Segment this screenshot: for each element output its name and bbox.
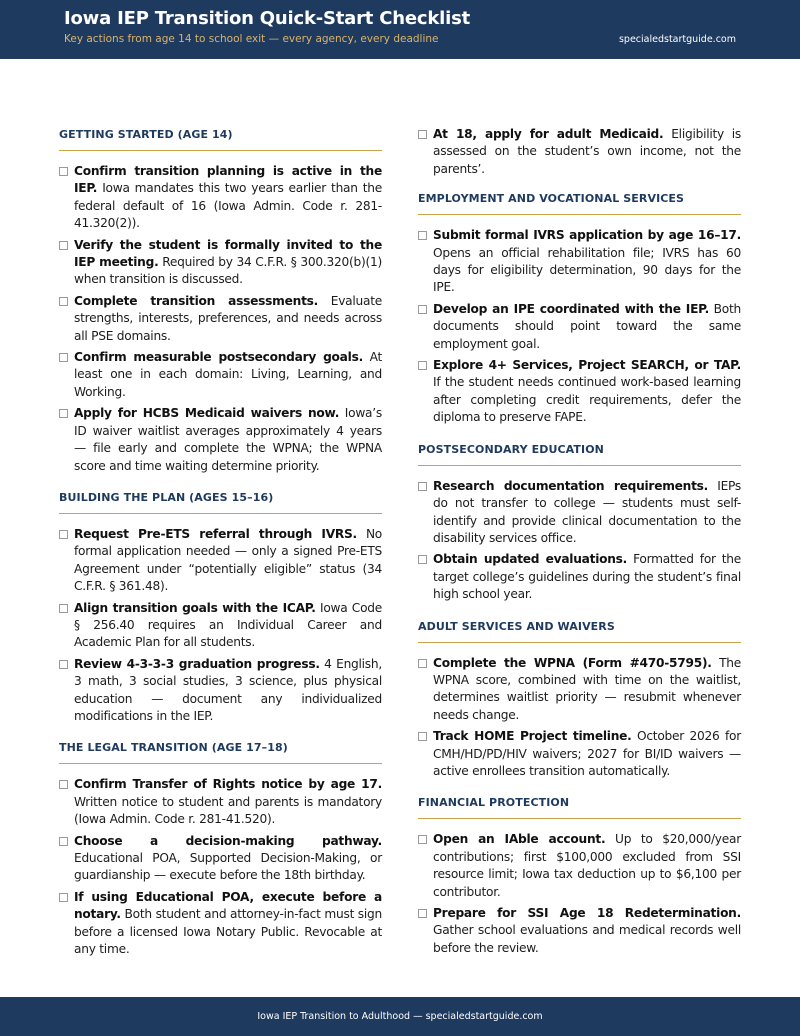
checklist-section-getting-started-age-14 (59, 126, 382, 475)
checklist-item-text (433, 551, 741, 603)
checkbox-icon[interactable] (418, 305, 427, 314)
checkbox-icon[interactable] (59, 780, 68, 789)
checklist-item-detail: Evaluate strengths, interests, preferences, and needs across all PSE domains. (74, 293, 382, 343)
checklist-item-text (433, 655, 741, 725)
document-title: Iowa IEP Transition Quick-Start Checklist (64, 8, 470, 29)
checklist-item-action: Choose a decision-making pathway. (74, 833, 382, 848)
checkbox-icon[interactable] (418, 482, 427, 491)
checkbox-icon[interactable] (418, 732, 427, 741)
checklist-item-action: Apply for HCBS Medicaid waivers now. (74, 406, 340, 421)
footer-text: Iowa IEP Transition to Adulthood — specialedstartguide.com (257, 1011, 543, 1022)
checklist-item (59, 349, 382, 401)
checklist-item-detail: At least one in each domain: Living, Learning, and Working. (74, 350, 382, 399)
section-heading: EMPLOYMENT AND VOCATIONAL SERVICES (418, 190, 741, 215)
checklist-item (418, 655, 741, 725)
checklist-item-action: Request Pre-ETS referral through IVRS. (74, 526, 357, 541)
checkbox-icon[interactable] (59, 353, 68, 362)
checklist-item (418, 357, 741, 427)
checklist-item-action: Review 4-3-3-3 graduation progress. (74, 656, 320, 671)
checklist-item-action: If using Educational POA, execute before a notary. (74, 889, 382, 922)
checklist-item (418, 126, 741, 178)
checklist-item-action: At 18, apply for adult Medicaid. (433, 127, 664, 141)
checklist-item-detail: Iowa’s ID waiver waitlist averages approximately 4 years — file early and complete the WPNA; the WPNA score and time waiting determine priority. (74, 406, 382, 473)
checklist-item-detail: Opens an official rehabilitation file; IVRS has 60 days for eligibility determination, 90 days for the IPE. (433, 245, 741, 295)
checklist-item-action: Open an IAble account. (433, 832, 606, 847)
checklist-item (418, 551, 741, 603)
checkbox-icon[interactable] (418, 130, 427, 139)
section-heading: GETTING STARTED (AGE 14) (59, 126, 382, 151)
checkbox-icon[interactable] (59, 241, 68, 250)
checkbox-icon[interactable] (59, 167, 68, 176)
checkbox-icon[interactable] (418, 659, 427, 668)
checkbox-icon[interactable] (59, 837, 68, 846)
checklist-item-text (74, 293, 382, 345)
checkbox-icon[interactable] (59, 604, 68, 613)
header-site-link[interactable]: specialedstartguide.com (618, 34, 736, 45)
section-heading: THE LEGAL TRANSITION (AGE 17–18) (59, 739, 382, 764)
checkbox-icon[interactable] (418, 361, 427, 370)
checkbox-icon[interactable] (418, 231, 427, 240)
checklist-item-text (433, 728, 741, 780)
document-subtitle: Key actions from age 14 to school exit — every agency, every deadline (64, 33, 439, 45)
checklist-item-detail: Gather school evaluations and medical records well before the review. (433, 923, 741, 955)
checkbox-icon[interactable] (59, 409, 68, 418)
checklist-item (418, 905, 741, 957)
checklist-item-text (433, 831, 741, 901)
checklist-item-text (74, 656, 382, 726)
checklist-item-detail: No formal application needed — only a signed Pre-ETS Agreement under “potentially eligible” status (34 C.F.R. § 361.48). (74, 526, 383, 594)
checklist-item (59, 163, 382, 233)
checklist-item (59, 293, 382, 345)
checklist-item-action: Complete the WPNA (Form #470-5795). (433, 655, 712, 670)
checkbox-icon[interactable] (59, 893, 68, 902)
checklist-item-action: Verify the student is formally invited to the IEP meeting. (74, 237, 382, 270)
checklist-section-the-legal-transition-age-17-18 (59, 739, 382, 958)
checklist-item-text (433, 126, 741, 178)
checklist-section-building-the-plan-ages-15-16 (59, 489, 382, 725)
checkbox-icon[interactable] (59, 297, 68, 306)
checklist-item (59, 656, 382, 726)
checklist-item (59, 600, 382, 652)
checklist-item-text (74, 237, 382, 289)
checklist-item-action: Complete transition assessments. (74, 293, 319, 308)
checklist-item-action: Research documentation requirements. (433, 478, 709, 493)
checklist-item-text (74, 600, 382, 652)
checklist-item-text (74, 349, 382, 401)
checklist-item (418, 301, 741, 353)
checklist-section-continued (418, 126, 741, 178)
checklist-item-detail: Iowa Code § 256.40 requires an Individual Career and Academic Plan for all students. (74, 600, 383, 650)
checklist-item-detail: Both documents should point toward the same employment goal. (433, 301, 741, 351)
checkbox-icon[interactable] (59, 660, 68, 669)
checkbox-icon[interactable] (418, 555, 427, 564)
checklist-item-text (74, 526, 382, 596)
checklist-item-detail: Formatted for the target college’s guidelines during the student’s final high school year. (433, 552, 742, 602)
checklist-item (418, 478, 741, 548)
checklist-item-detail: Educational POA, Supported Decision-Making, or guardianship — execute before the 18th birthday. (74, 851, 382, 883)
checklist-item-text (433, 227, 741, 297)
checklist-item-detail: Up to $20,000/year contributions; first $100,000 excluded from SSI resource limit; Iowa tax deduction up to $6,100 per contributor. (433, 832, 741, 899)
checklist-section-postsecondary-education (418, 441, 741, 604)
checklist-item-detail: If the student needs continued work-based learning after completing credit requirements, defer the diploma to preserve FAPE. (433, 375, 741, 425)
checklist-item-detail: Written notice to student and parents is mandatory (Iowa Admin. Code r. 281-41.520). (74, 794, 382, 827)
checklist-item-detail: October 2026 for CMH/HD/PD/HIV waivers; 2027 for BI/ID waivers — active enrollees transition automatically. (433, 729, 742, 778)
checklist-item-text (433, 478, 741, 548)
checklist-item-text (74, 405, 382, 475)
checklist-item-action: Confirm measurable postsecondary goals. (74, 350, 363, 365)
checklist-item-text (74, 889, 382, 959)
checklist-item (418, 831, 741, 901)
checklist-item-text (433, 905, 741, 957)
checklist-item-action: Track HOME Project timeline. (433, 729, 632, 744)
checklist-item-action: Confirm transition planning is active in the IEP. (74, 164, 382, 196)
checklist-item-action: Prepare for SSI Age 18 Redetermination. (433, 906, 741, 920)
checklist-item-detail: IEPs do not transfer to college — students must self-identify and provide clinical documentation to the disability services office. (433, 478, 741, 545)
checklist-item (418, 728, 741, 780)
checklist-section-adult-services-and-waivers (418, 618, 741, 781)
checklist-item-text (433, 301, 741, 353)
checklist-item-text (74, 776, 382, 828)
section-heading: BUILDING THE PLAN (AGES 15–16) (59, 489, 382, 514)
checklist-item (59, 776, 382, 828)
checklist-item-text (433, 357, 741, 427)
left-column (59, 126, 382, 972)
checklist-item-action: Obtain updated evaluations. (433, 552, 628, 567)
checklist-item (418, 227, 741, 297)
checkbox-icon[interactable] (418, 835, 427, 844)
checklist-section-financial-protection (418, 794, 741, 957)
checklist-item-detail: The WPNA score, combined with time on the waitlist, determines waitlist priority — resubmit whenever needs change. (433, 655, 742, 722)
checklist-item (59, 889, 382, 959)
checklist-item-action: Align transition goals with the ICAP. (74, 600, 316, 615)
checklist-item (59, 833, 382, 885)
checklist-item-action: Develop an IPE coordinated with the IEP. (433, 301, 709, 316)
right-column (418, 126, 741, 971)
checklist-item (59, 526, 382, 596)
section-heading: FINANCIAL PROTECTION (418, 794, 741, 819)
checklist-item-detail: Required by 34 C.F.R. § 300.320(b)(1) when transition is discussed. (74, 255, 382, 287)
checklist-item-detail: Eligibility is assessed on the student’s own income, not the parents’. (433, 127, 742, 176)
checklist-item-detail: Both student and attorney-in-fact must sign before a licensed Iowa Notary Public. Revocable at any time. (74, 907, 383, 957)
page-footer (0, 997, 800, 1036)
checklist-item-detail: 4 English, 3 math, 3 social studies, 3 science, plus physical education — document any individualized modifications in the IEP. (74, 656, 382, 723)
checklist-item-text (74, 163, 382, 233)
checkbox-icon[interactable] (59, 530, 68, 539)
checklist-item-action: Submit formal IVRS application by age 16–17. (433, 228, 741, 243)
checklist-section-employment-and-vocational-services (418, 190, 741, 426)
checklist-item (59, 237, 382, 289)
checkbox-icon[interactable] (418, 909, 427, 918)
page-header (0, 0, 800, 59)
section-heading: ADULT SERVICES AND WAIVERS (418, 618, 741, 643)
section-heading: POSTSECONDARY EDUCATION (418, 441, 741, 466)
checklist-item-action: Confirm Transfer of Rights notice by age 17. (74, 777, 382, 792)
checklist-item-text (74, 833, 382, 885)
checklist-item-detail: Iowa mandates this two years earlier than the federal default of 16 (Iowa Admin. Code r. 281-41.320(2)). (74, 181, 382, 231)
checklist-item-action: Explore 4+ Services, Project SEARCH, or TAP. (433, 358, 741, 373)
checklist-item (59, 405, 382, 475)
